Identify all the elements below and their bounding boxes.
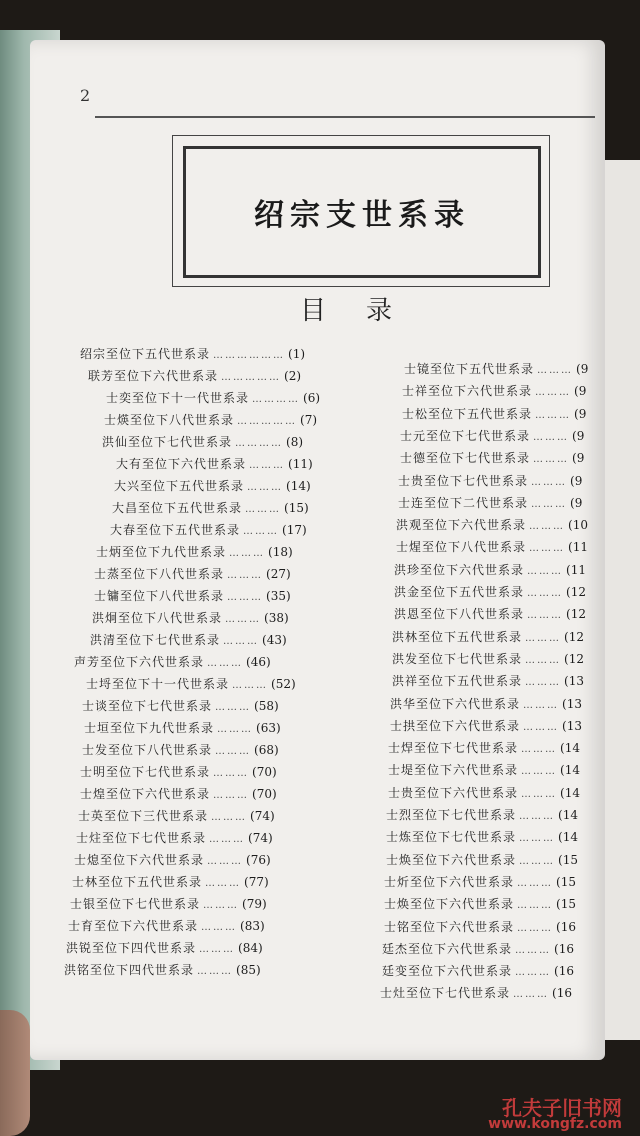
toc-entry-leader: ………: [243, 526, 280, 537]
toc-entry-page: (13: [562, 718, 582, 733]
toc-entry-page: (13: [562, 696, 582, 711]
toc-entry-label: 声芳至位下六代世系录: [74, 655, 205, 669]
toc-entry-page: (15: [556, 897, 576, 912]
toc-entry-leader: ………: [521, 744, 558, 756]
toc-entry-label: 士熄至位下六代世系录: [74, 853, 205, 867]
toc-entry-page: (11: [566, 562, 586, 577]
toc-entry-page: (74): [248, 831, 273, 845]
toc-entry[interactable]: [386, 806, 578, 823]
toc-entry[interactable]: [384, 873, 576, 890]
toc-entry[interactable]: [82, 697, 279, 714]
toc-entry-leader: ………: [232, 680, 269, 691]
toc-entry-page: (2): [284, 369, 302, 383]
toc-entry-label: 士焕至位下六代世系录: [384, 897, 515, 912]
toc-entry[interactable]: [112, 499, 309, 516]
toc-entry-label: 士镛至位下八代世系录: [94, 589, 225, 603]
toc-entry-leader: ………: [525, 632, 562, 644]
toc-entry-leader: ………: [517, 922, 554, 934]
toc-entry-page: (16: [554, 964, 574, 979]
toc-entry-label: 洪金至位下五代世系录: [394, 585, 525, 599]
toc-entry-label: 大昌至位下五代世系录: [112, 501, 243, 515]
toc-entry-leader: ………: [247, 482, 284, 493]
toc-entry-page: (15): [284, 501, 309, 515]
toc-entry-page: (14: [560, 785, 580, 800]
toc-entry[interactable]: [386, 851, 578, 868]
toc-entry[interactable]: [74, 653, 271, 670]
section-title: 绍宗支世系录: [254, 198, 470, 233]
toc-entry[interactable]: [384, 918, 576, 935]
toc-entry-leader: ………: [227, 592, 264, 603]
toc-entry-page: (1): [288, 347, 306, 361]
toc-entry[interactable]: [384, 895, 576, 912]
toc-entry-leader: ……………: [237, 416, 298, 427]
toc-entry-page: (38): [264, 611, 289, 625]
toc-entry-label: 士镜至位下五代世系录: [404, 362, 535, 376]
toc-entry-leader: ………: [199, 944, 236, 955]
toc-entry[interactable]: [400, 427, 584, 444]
toc-entry-page: (14: [560, 741, 580, 756]
toc-entry-label: 洪观至位下六代世系录: [396, 518, 527, 533]
toc-entry-label: 士炘至位下六代世系录: [384, 874, 515, 889]
toc-entry-leader: ………: [197, 966, 234, 977]
toc-entry[interactable]: [66, 939, 263, 956]
toc-entry-page: (52): [271, 677, 296, 691]
toc-entry-page: (9: [574, 384, 587, 399]
toc-entry-leader: ………: [519, 833, 556, 845]
toc-entry-page: (11): [288, 457, 313, 471]
toc-entry[interactable]: [94, 565, 291, 582]
toc-entry[interactable]: [402, 405, 586, 422]
toc-entry-page: (14: [560, 763, 580, 778]
toc-entry[interactable]: [114, 477, 311, 494]
toc-entry-page: (8): [286, 435, 304, 449]
toc-entry-page: (83): [240, 919, 265, 933]
toc-entry-leader: ………………: [213, 350, 286, 361]
toc-entry-leader: ………: [213, 768, 250, 779]
toc-entry-leader: ………: [533, 431, 570, 443]
toc-entry-label: 士元至位下七代世系录: [400, 428, 531, 443]
toc-entry-label: 士贵至位下七代世系录: [398, 473, 529, 488]
toc-entry-page: (14): [286, 479, 311, 493]
toc-entry-label: 洪铭至位下四代世系录: [64, 963, 195, 977]
toc-entry-page: (6): [303, 391, 321, 405]
toc-entry-page: (77): [244, 875, 269, 889]
toc-entry-page: (27): [266, 567, 291, 581]
toc-entry[interactable]: [80, 345, 305, 362]
toc-entry-page: (16: [552, 986, 572, 1001]
toc-entry-leader: ………: [515, 944, 552, 956]
toc-entry-leader: ………: [521, 766, 558, 778]
toc-entry-leader: ………: [205, 878, 242, 889]
thumb: [0, 1010, 30, 1136]
toc-entry-leader: ………: [211, 812, 248, 823]
toc-entry-label: 士育至位下六代世系录: [68, 919, 199, 933]
toc-entry-page: (10: [568, 518, 588, 533]
toc-entry-leader: ………: [517, 877, 554, 889]
toc-entry[interactable]: [392, 650, 584, 667]
toc-entry-label: 大春至位下五代世系录: [110, 523, 241, 537]
toc-entry[interactable]: [82, 741, 279, 758]
header-rule: [95, 116, 595, 118]
toc-entry-page: (46): [246, 655, 271, 669]
toc-entry-label: 士焊至位下七代世系录: [388, 741, 519, 756]
toc-entry[interactable]: [394, 605, 586, 622]
toc-entry-page: (68): [254, 743, 279, 757]
toc-entry-leader: ………: [523, 721, 560, 733]
toc-entry[interactable]: [106, 389, 320, 406]
toc-entry[interactable]: [64, 961, 261, 978]
toc-entry-leader: ………: [249, 460, 286, 471]
toc-entry-leader: ………: [201, 922, 238, 933]
toc-entry-leader: …………: [252, 394, 301, 405]
toc-entry[interactable]: [394, 583, 586, 600]
toc-entry[interactable]: [388, 761, 580, 778]
toc-entry-label: 联芳至位下六代世系录: [88, 369, 219, 383]
toc-entry-page: (9: [570, 473, 583, 488]
toc-entry-page: (15: [556, 874, 576, 889]
toc-entry-page: (16: [556, 919, 576, 934]
toc-entry-leader: ………: [215, 746, 252, 757]
toc-entry[interactable]: [102, 433, 303, 450]
toc-entry-page: (9: [570, 495, 583, 510]
toc-entry-label: 士炷至位下七代世系录: [76, 831, 207, 845]
toc-entry-page: (70): [252, 765, 277, 779]
toc-entry-page: (84): [238, 941, 263, 955]
toc-heading: [300, 290, 392, 327]
toc-entry-leader: ………: [227, 570, 264, 581]
toc-entry-leader: ………: [207, 658, 244, 669]
toc-entry[interactable]: [382, 962, 574, 979]
toc-entry[interactable]: [116, 455, 313, 472]
toc-entry[interactable]: [104, 411, 317, 428]
toc-entry-leader: ……………: [221, 372, 282, 383]
toc-entry-leader: ………: [517, 900, 554, 912]
toc-entry-label: 士煐至位下八代世系录: [104, 413, 235, 427]
toc-entry-page: (9: [572, 428, 585, 443]
toc-entry-page: (13: [564, 674, 584, 689]
toc-entry-page: (12: [564, 629, 584, 644]
toc-entry-leader: ………: [223, 636, 260, 647]
toc-entry-label: 士祥至位下六代世系录: [402, 384, 533, 399]
toc-entry[interactable]: [392, 672, 584, 689]
toc-entry-label: 洪发至位下七代世系录: [392, 651, 523, 666]
toc-entry-page: (17): [282, 523, 307, 537]
toc-entry-label: 洪林至位下五代世系录: [392, 629, 523, 644]
toc-entry-label: 士谈至位下七代世系录: [82, 699, 213, 713]
toc-entry-label: 大有至位下六代世系录: [116, 457, 247, 471]
toc-entry-label: 士林至位下五代世系录: [72, 875, 203, 889]
toc-entry-label: 大兴至位下五代世系录: [114, 479, 245, 493]
toc-entry-page: (14: [558, 808, 578, 822]
toc-entry-page: (85): [236, 963, 261, 977]
toc-entry-leader: ………: [527, 565, 564, 577]
page-number: 2: [80, 86, 91, 105]
toc-entry-leader: ………: [521, 788, 558, 800]
toc-entry-page: (12: [566, 585, 586, 599]
title-frame: [172, 135, 550, 287]
toc-entry-label: 士德至位下七代世系录: [400, 451, 531, 466]
toc-entry-label: 士垣至位下九代世系录: [84, 721, 215, 735]
toc-entry[interactable]: [96, 543, 293, 560]
toc-entry[interactable]: [398, 472, 582, 489]
toc-entry-leader: ………: [535, 409, 572, 421]
toc-entry-label: 士拱至位下六代世系录: [390, 718, 521, 733]
toc-entry-leader: ………: [527, 610, 564, 622]
toc-entry-label: 洪仙至位下七代世系录: [102, 435, 233, 449]
toc-entry-leader: ………: [245, 504, 282, 515]
toc-entry-label: 士英至位下三代世系录: [78, 809, 209, 823]
toc-entry-page: (18): [268, 545, 293, 559]
toc-entry[interactable]: [388, 739, 580, 756]
toc-entry-page: (9: [574, 406, 587, 421]
toc-entry[interactable]: [80, 785, 277, 802]
toc-entry[interactable]: [402, 382, 586, 399]
toc-entry[interactable]: [88, 367, 301, 384]
toc-entry[interactable]: [380, 984, 572, 1001]
watermark-url: www.kongfz.com: [488, 1116, 622, 1132]
toc-entry[interactable]: [388, 784, 580, 801]
toc-entry[interactable]: [90, 631, 287, 648]
toc-entry[interactable]: [72, 873, 269, 890]
toc-entry-page: (12: [564, 651, 584, 666]
toc-entry[interactable]: [396, 538, 588, 555]
title-inner-frame: [183, 146, 541, 278]
watermark-logo-text: 孔夫子旧书网: [502, 1096, 622, 1120]
toc-entry-leader: ………: [523, 699, 560, 711]
toc-entry[interactable]: [74, 851, 271, 868]
toc-entry-label: 士堤至位下六代世系录: [388, 763, 519, 778]
toc-entry-page: (70): [252, 787, 277, 801]
toc-entry-leader: ………: [513, 989, 550, 1001]
toc-heading-char-1: 目: [300, 296, 327, 326]
toc-entry-leader: ………: [535, 387, 572, 399]
toc-entry-label: 绍宗至位下五代世系录: [80, 347, 211, 361]
toc-entry-leader: ………: [213, 790, 250, 801]
toc-entry[interactable]: [76, 829, 273, 846]
toc-entry-label: 洪炯至位下八代世系录: [92, 611, 223, 625]
toc-entry-label: 士明至位下七代世系录: [80, 765, 211, 779]
toc-entry[interactable]: [70, 895, 267, 912]
toc-entry[interactable]: [392, 628, 584, 645]
toc-entry-page: (43): [262, 633, 287, 647]
toc-entry-leader: ………: [209, 834, 246, 845]
toc-entry-leader: ………: [533, 454, 570, 466]
toc-entry-leader: ………: [229, 548, 266, 559]
toc-entry-label: 廷杰至位下六代世系录: [382, 941, 513, 956]
toc-entry-label: 士发至位下八代世系录: [82, 743, 213, 757]
toc-entry-leader: ………: [525, 654, 562, 666]
toc-entry-label: 洪华至位下六代世系录: [390, 696, 521, 711]
toc-entry-page: (9: [572, 451, 585, 466]
toc-entry-label: 洪清至位下七代世系录: [90, 633, 221, 647]
toc-entry-leader: ………: [225, 614, 262, 625]
toc-entry-label: 廷变至位下六代世系录: [382, 964, 513, 979]
toc-entry-page: (11: [568, 540, 588, 555]
toc-entry-page: (12: [566, 607, 586, 622]
toc-entry[interactable]: [394, 561, 586, 578]
toc-entry[interactable]: [404, 360, 588, 377]
toc-entry-leader: ………: [519, 811, 556, 822]
toc-entry-label: 士焕至位下六代世系录: [386, 852, 517, 867]
toc-entry-leader: ………: [207, 856, 244, 867]
toc-entry-label: 士蒸至位下八代世系录: [94, 567, 225, 581]
toc-entry-label: 士连至位下二代世系录: [398, 495, 529, 510]
toc-entry-page: (14: [558, 830, 578, 845]
toc-entry[interactable]: [396, 516, 588, 533]
toc-entry[interactable]: [400, 449, 584, 466]
toc-entry-page: (9: [576, 362, 589, 376]
toc-entry-label: 士烈至位下七代世系录: [386, 808, 517, 822]
toc-entry-leader: ………: [527, 588, 564, 599]
toc-entry-label: 洪锐至位下四代世系录: [66, 941, 197, 955]
toc-entry[interactable]: [84, 719, 281, 736]
toc-entry[interactable]: [86, 675, 296, 692]
toc-entry-page: (63): [256, 721, 281, 735]
toc-entry-leader: ………: [217, 724, 254, 735]
toc-entry-leader: ………: [515, 967, 552, 979]
toc-entry-page: (79): [242, 897, 267, 911]
toc-entry-label: 士松至位下五代世系录: [402, 406, 533, 421]
toc-entry-label: 士铭至位下六代世系录: [384, 919, 515, 934]
toc-entry-label: 洪恩至位下八代世系录: [394, 607, 525, 622]
toc-entry-page: (35): [266, 589, 291, 603]
toc-entry-label: 士煋至位下八代世系录: [396, 540, 527, 555]
toc-entry-page: (74): [250, 809, 275, 823]
toc-entry-leader: ………: [215, 702, 252, 713]
toc-entry-label: 士银至位下七代世系录: [70, 897, 201, 911]
toc-entry[interactable]: [68, 917, 265, 934]
toc-entry-leader: ………: [531, 476, 568, 488]
toc-entry-leader: ………: [519, 855, 556, 867]
toc-entry[interactable]: [94, 587, 291, 604]
toc-entry[interactable]: [78, 807, 275, 824]
toc-entry-leader: …………: [235, 438, 284, 449]
toc-entry[interactable]: [382, 940, 574, 957]
toc-entry-label: 士奕至位下十一代世系录: [106, 391, 250, 405]
toc-entry-label: 洪祥至位下五代世系录: [392, 674, 523, 689]
toc-entry-leader: ………: [529, 543, 566, 555]
toc-entry-leader: ………: [525, 677, 562, 689]
toc-entry-label: 士埒至位下十一代世系录: [86, 677, 230, 691]
toc-entry-label: 士炳至位下九代世系录: [96, 545, 227, 559]
toc-entry-label: 士煌至位下六代世系录: [80, 787, 211, 801]
toc-entry-page: (7): [300, 413, 318, 427]
toc-entry-page: (58): [254, 699, 279, 713]
toc-entry[interactable]: [390, 695, 582, 712]
toc-entry[interactable]: [386, 828, 578, 845]
toc-entry-leader: ………: [537, 365, 574, 376]
toc-entry[interactable]: [110, 521, 307, 538]
toc-entry[interactable]: [398, 494, 582, 511]
toc-entry-label: 洪珍至位下六代世系录: [394, 562, 525, 577]
toc-entry-label: 士灶至位下七代世系录: [380, 986, 511, 1001]
toc-entry-leader: ………: [203, 900, 240, 911]
toc-entry-page: (16: [554, 941, 574, 956]
toc-entry-label: 士贵至位下六代世系录: [388, 785, 519, 800]
toc-entry[interactable]: [92, 609, 289, 626]
toc-entry[interactable]: [390, 717, 582, 734]
toc-entry-page: (15: [558, 852, 578, 867]
toc-entry-leader: ………: [529, 521, 566, 533]
toc-heading-char-2: 录: [366, 296, 393, 326]
toc-entry-page: (76): [246, 853, 271, 867]
toc-entry-leader: ………: [531, 498, 568, 510]
toc-entry[interactable]: [80, 763, 277, 780]
toc-entry-label: 士炼至位下七代世系录: [386, 830, 517, 845]
